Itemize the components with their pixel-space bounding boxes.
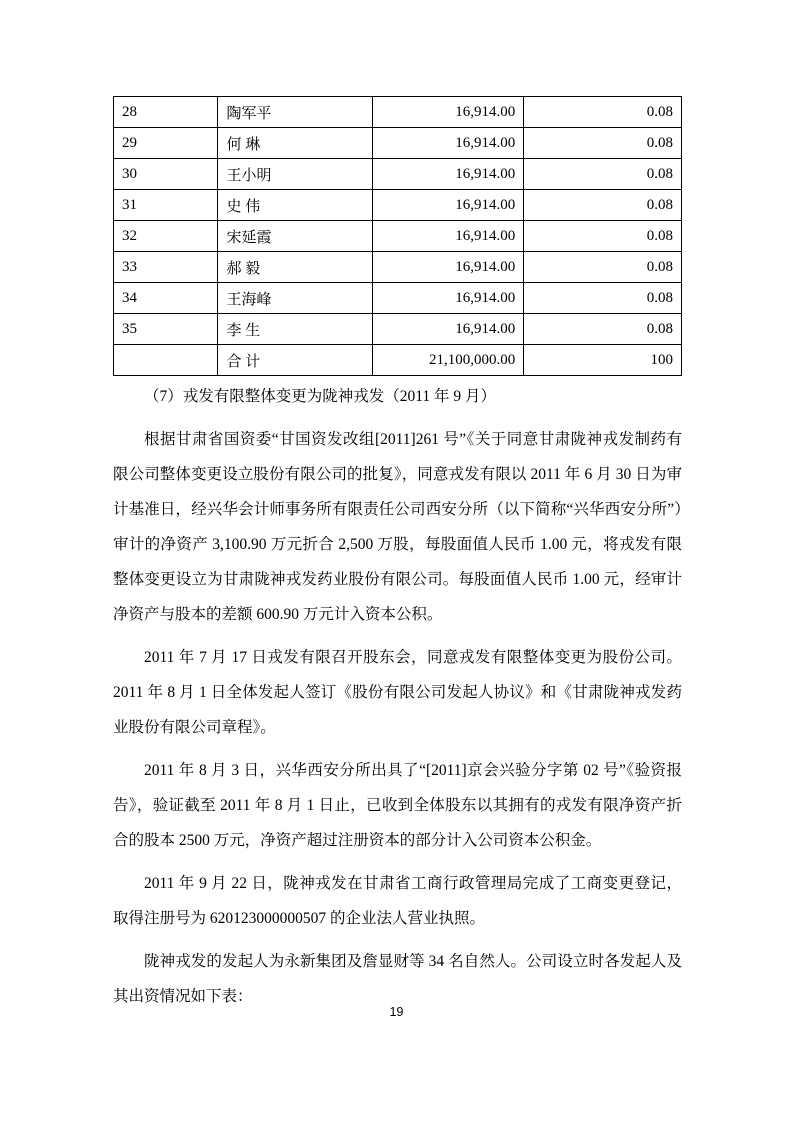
cell-ratio: 0.08 [524,128,682,159]
page-number: 19 [389,1005,404,1019]
cell-total-amount: 21,100,000.00 [372,345,524,376]
cell-ratio: 0.08 [524,252,682,283]
cell-ratio: 0.08 [524,97,682,128]
table-row [114,283,682,314]
shareholder-table [113,96,682,376]
cell-serial: 34 [114,283,218,314]
table-row [114,314,682,345]
cell-ratio: 0.08 [524,159,682,190]
cell-serial: 29 [114,128,218,159]
cell-shareholder-name: 王海峰 [218,283,372,314]
table-row [114,190,682,221]
cell-shareholder-name: 史 伟 [218,190,372,221]
body-paragraph: 陇神戎发的发起人为永新集团及詹显财等 34 名自然人。公司设立时各发起人及其出资情况如下表： [113,953,682,1005]
cell-serial: 33 [114,252,218,283]
body-paragraph: 2011 年 9 月 22 日，陇神戎发在甘肃省工商行政管理局完成了工商变更登记，取得注册号为 620123000000507 的企业法人营业执照。 [113,875,682,927]
cell-ratio: 0.08 [524,314,682,345]
table-row [114,159,682,190]
cell-shareholder-name: 郝 毅 [218,252,372,283]
cell-serial: 31 [114,190,218,221]
cell-shareholder-name: 何 琳 [218,128,372,159]
cell-serial: 32 [114,221,218,252]
table-row [114,221,682,252]
section-heading: （7）戎发有限整体变更为陇神戎发（2011 年 9 月） [144,388,497,405]
cell-ratio: 0.08 [524,190,682,221]
cell-amount: 16,914.00 [372,190,524,221]
cell-ratio: 0.08 [524,221,682,252]
table-row [114,252,682,283]
cell-shareholder-name: 李 生 [218,314,372,345]
cell-serial [114,345,218,376]
table-total-row [114,345,682,376]
table-row [114,97,682,128]
cell-amount: 16,914.00 [372,314,524,345]
cell-shareholder-name: 王小明 [218,159,372,190]
cell-amount: 16,914.00 [372,221,524,252]
cell-total-ratio: 100 [524,345,682,376]
cell-amount: 16,914.00 [372,128,524,159]
cell-serial: 28 [114,97,218,128]
cell-serial: 35 [114,314,218,345]
cell-total-label: 合 计 [218,345,372,376]
cell-serial: 30 [114,159,218,190]
cell-amount: 16,914.00 [372,283,524,314]
cell-shareholder-name: 宋延霞 [218,221,372,252]
cell-amount: 16,914.00 [372,97,524,128]
table-row [114,128,682,159]
cell-amount: 16,914.00 [372,159,524,190]
cell-ratio: 0.08 [524,283,682,314]
cell-shareholder-name: 陶军平 [218,97,372,128]
body-paragraph: 根据甘肃省国资委“甘国资发改组[2011]261 号”《关于同意甘肃陇神戎发制药有限公司整体变更设立股份有限公司的批复》，同意戎发有限以 2011 年 6 月 30 日为审计基准日，经兴华会计师事务所有限责任公司西安分所（以下简称“兴华西安分所”）审计的净资产 3,100.90 万元折合 2,500 万股，每股面值人民币 1.00 元，将戎发有限整体变更设立为甘肃陇神戎发药业股份有限公司。每股面值人民币 1.00 元，经审计净资产与股本的差额 600.90 万元计入资本公积。 [113,431,682,623]
body-paragraph: 2011 年 7 月 17 日戎发有限召开股东会，同意戎发有限整体变更为股份公司。2011 年 8 月 1 日全体发起人签订《股份有限公司发起人协议》和《甘肃陇神戎发药业股份有限公司章程》。 [113,649,682,736]
cell-amount: 16,914.00 [372,252,524,283]
body-paragraph: 2011 年 8 月 3 日，兴华西安分所出具了“[2011]京会兴验分字第 02 号”《验资报告》，验证截至 2011 年 8 月 1 日止，已收到全体股东以其拥有的戎发有限净资产折合的股本 2500 万元，净资产超过注册资本的部分计入公司资本公积金。 [113,762,682,849]
